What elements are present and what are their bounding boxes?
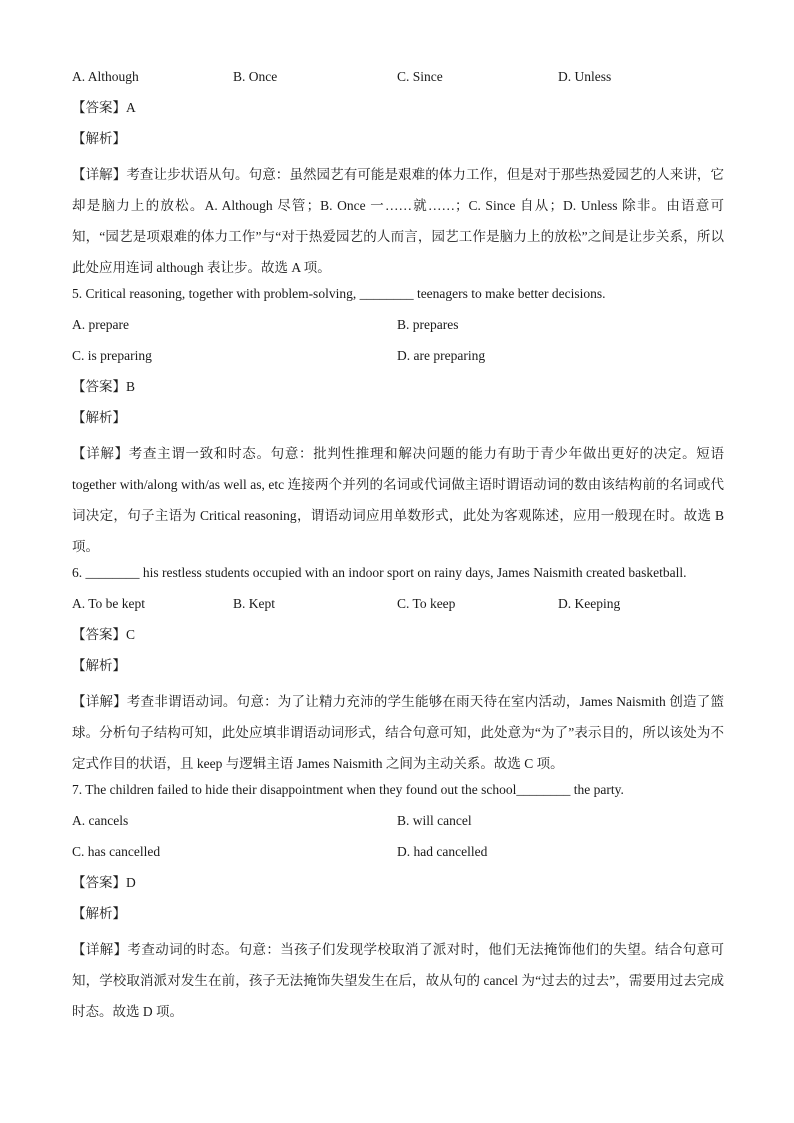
q7-question: 7. The children failed to hide their disappointment when they found out the school________ the party. bbox=[72, 782, 624, 797]
q5-options-row2 bbox=[72, 345, 724, 376]
q5-answer: 【答案】B bbox=[72, 379, 136, 394]
q4-option-c: C. Since bbox=[397, 69, 443, 84]
q6-answer: 【答案】C bbox=[72, 627, 136, 642]
q6-option-d: D. Keeping bbox=[558, 596, 621, 611]
q4-answer: 【答案】A bbox=[72, 100, 136, 115]
q5-analysis-label: 【解析】 bbox=[72, 410, 126, 425]
q5-option-b: B. prepares bbox=[397, 317, 459, 332]
q4-option-b: B. Once bbox=[233, 69, 278, 84]
q4-option-d: D. Unless bbox=[558, 69, 612, 84]
q6-option-a: A. To be kept bbox=[72, 596, 146, 611]
q7-answer: 【答案】D bbox=[72, 875, 136, 890]
q7-option-b: B. will cancel bbox=[397, 813, 472, 828]
q5-option-a: A. prepare bbox=[72, 317, 129, 332]
q6-option-b: B. Kept bbox=[233, 596, 275, 611]
q7-options-row1 bbox=[72, 810, 724, 841]
q6-detail: 【详解】考查非谓语动词。句意：为了让精力充沛的学生能够在雨天待在室内活动，James Naismith 创造了篮球。分析句子结构可知，此处应填非谓语动词形式，结合句意可知，此处意为“为了”表示目的，所以该处为不定式作目的状语，且 keep 与逻辑主语 James Naismith 之间为主动关系。故选 C 项。 bbox=[72, 694, 724, 771]
q7-option-c: C. has cancelled bbox=[72, 844, 161, 859]
q6-question: 6. ________ his restless students occupied with an indoor sport on rainy days, James Naismith created basketball. bbox=[72, 565, 687, 580]
q7-detail: 【详解】考查动词的时态。句意：当孩子们发现学校取消了派对时，他们无法掩饰他们的失望。结合句意可知，学校取消派对发生在前，孩子无法掩饰失望发生在后，故从句的 cancel 为“过去的过去”，需要用过去完成时态。故选 D 项。 bbox=[72, 942, 724, 1019]
q7-option-a: A. cancels bbox=[72, 813, 129, 828]
q5-detail: 【详解】考查主谓一致和时态。句意：批判性推理和解决问题的能力有助于青少年做出更好的决定。短语 together with/along with/as well as, etc 连接两个并列的名词或代词做主语时谓语动词的数由该结构前的名词或代词决定，句子主语为 Critical reasoning，谓语动词应用单数形式，此处为客观陈述，应用一般现在时。故选 B 项。 bbox=[72, 446, 724, 554]
q4-options bbox=[72, 66, 724, 97]
q7-options-row2 bbox=[72, 841, 724, 872]
q4-detail: 【详解】考查让步状语从句。句意：虽然园艺有可能是艰难的体力工作，但是对于那些热爱园艺的人来讲，它却是脑力上的放松。A. Although 尽管；B. Once 一……就……；C. Since 自从；D. Unless 除非。由语意可知，“园艺是项艰难的体力工作”与“对于热爱园艺的人而言，园艺工作是脑力上的放松”之间是让步关系，所以此处应用连词 although 表让步。故选 A 项。 bbox=[72, 167, 724, 275]
q5-question: 5. Critical reasoning, together with problem-solving, ________ teenagers to make better decisions. bbox=[72, 286, 606, 301]
q6-option-c: C. To keep bbox=[397, 596, 456, 611]
q5-options-row1 bbox=[72, 314, 724, 345]
q7-analysis-label: 【解析】 bbox=[72, 906, 126, 921]
q4-option-a: A. Although bbox=[72, 69, 139, 84]
q4-analysis-label: 【解析】 bbox=[72, 131, 126, 146]
q6-analysis-label: 【解析】 bbox=[72, 658, 126, 673]
q5-option-c: C. is preparing bbox=[72, 348, 152, 363]
q5-option-d: D. are preparing bbox=[397, 348, 486, 363]
document-page bbox=[72, 66, 724, 1027]
q7-option-d: D. had cancelled bbox=[397, 844, 488, 859]
q6-options bbox=[72, 593, 724, 624]
